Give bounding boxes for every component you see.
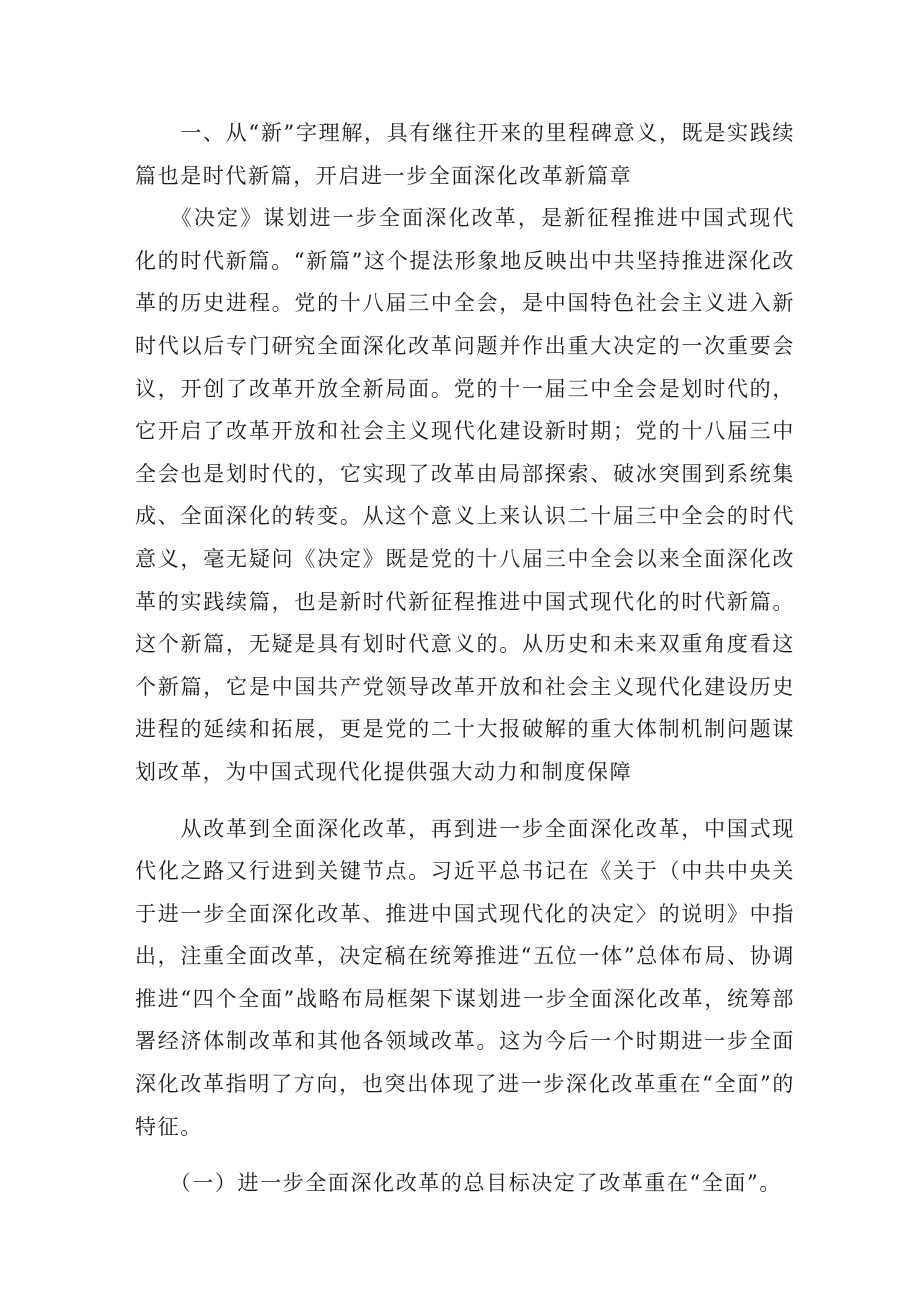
subsection-heading: （一）进一步全面深化改革的总目标决定了改革重在“全面”。 bbox=[135, 1171, 782, 1196]
paragraph-1: 《决定》谋划进一步全面深化改革，是新征程推进中国式现代化的时代新篇。“新篇”这个提法形象地反映出中共坚持推进深化改革的历史进程。党的十八届三中全会，是中国特色社会主义进入新时代以后专门研究全面深化改革问题并作出重大决定的一次重要会议，开创了改革开放全新局面。党的十一届三中全会是划时代的，它开启了改革开放和社会主义现代化建设新时期；党的十八届三中全会也是划时代的，它实现了改革由局部探索、破冰突围到系统集成、全面深化的转变。从这个意义上来认识二十届三中全会的时代意义，毫无疑问《决定》既是党的十八届三中全会以来全面深化改革的实践续篇，也是新时代新征程推进中国式现代化的时代新篇。这个新篇，无疑是具有划时代意义的。从历史和未来双重角度看这个新篇，它是中国共产党领导改革开放和社会主义现代化建设历史进程的延续和拓展，更是党的二十大报破解的重大体制机制问题谋划改革，为中国式现代化提供强大动力和制度保障 bbox=[135, 206, 795, 784]
paragraph-2: 从改革到全面深化改革，再到进一步全面深化改革，中国式现代化之路又行进到关键节点。习近平总书记在《关于（中共中央关于进一步全面深化改革、推进中国式现代化的决定〉的说明》中指出，注重全面改革，决定稿在统筹推进“五位一体”总体布局、协调推进“四个全面”战略布局框架下谋划进一步全面深化改革，统筹部署经济体制改革和其他各领域改革。这为今后一个时期进一步全面深化改革指明了方向，也突出体现了进一步深化改革重在“全面”的特征。 bbox=[135, 816, 795, 1139]
section-heading: 一、从“新”字理解，具有继往开来的里程碑意义，既是实践续篇也是时代新篇，开启进一步全面深化改革新篇章 bbox=[135, 121, 795, 188]
document-body bbox=[135, 112, 795, 1205]
